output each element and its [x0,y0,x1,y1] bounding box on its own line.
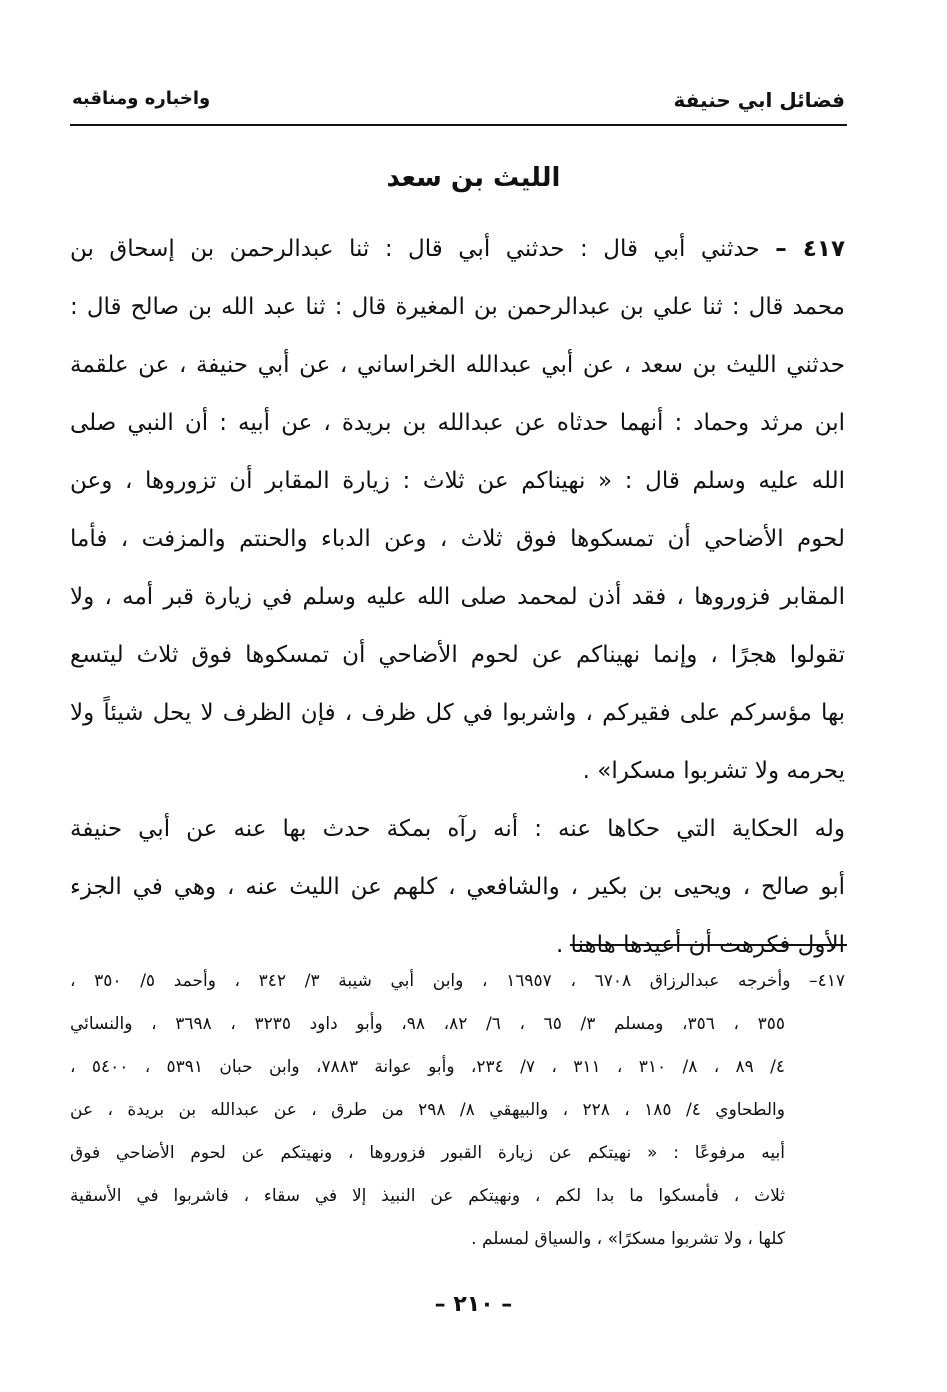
footnote-line: كلها ، ولا تشربوا مسكرًا» ، والسياق لمسلم . [471,1229,785,1249]
text-line: لحوم الأضاحي أن تمسكوها فوق ثلاث ، وعن الدباء والحنتم والمزفت ، فأما [70,526,845,552]
header-subtitle: واخباره ومناقبه [72,88,211,109]
text-line [70,220,845,278]
text-line: وله الحكاية التي حكاها عنه : أنه رآه بمكة حدث بها عنه عن أبي حنيفة [70,816,845,842]
text-line: يحرمه ولا تشربوا مسكرا» . [582,758,845,784]
footnote-text: وأخرجه عبدالرزاق ٦٧٠٨ ، ١٦٩٥٧ ، وابن أبي شيبة ٣/ ٣٤٢ ، وأحمد ٥/ ٣٥٠ ، [70,971,791,991]
hadith-number: ٤١٧ – [775,236,845,262]
footnote-line: أبيه مرفوعًا : « نهيتكم عن زيارة القبور فزوروها ، ونهيتكم عن لحوم الأضاحي فوق [70,1143,785,1163]
text-line: الأول فكرهت أن أعيدها هاهنا . [555,932,845,958]
footnote-line [70,960,845,1003]
text-line: المقابر فزوروها ، فقد أذن لمحمد صلى الله عليه وسلم في زيارة قبر أمه ، ولا [70,584,845,610]
running-header [72,84,845,124]
text-line: أبو صالح ، ويحيى بن بكير ، والشافعي ، كلهم عن الليث عنه ، وهي في الجزء [70,874,845,900]
text-line: الله عليه وسلم قال : « نهيناكم عن ثلاث : زيارة المقابر أن تزوروها ، وعن [70,468,845,494]
footnote-line: ٣٥٥ ، ٣٥٦، ومسلم ٣/ ٦٥ ، ٦/ ٨٢، ٩٨، وأبو داود ٣٢٣٥ ، ٣٦٩٨ ، والنسائي [70,1014,785,1034]
footnote-line: ٤/ ٨٩ ، ٨/ ٣١٠ ، ٣١١ ، ٧/ ٢٣٤، وأبو عوانة ٧٨٨٣، وابن حبان ٥٣٩١ ، ٥٤٠٠ ، [70,1057,785,1077]
footnote-line: والطحاوي ٤/ ١٨٥ ، ٢٢٨ ، والبيهقي ٨/ ٢٩٨ من طرق ، عن عبدالله بن بريدة ، عن [70,1100,785,1120]
header-title: فضائل ابي حنيفة [673,88,845,112]
text-line: ابن مرثد وحماد : أنهما حدثاه عن عبدالله بن بريدة ، عن أبيه : أن النبي صلى [70,410,845,436]
section-title: الليث بن سعد [386,163,561,193]
header-divider [70,124,847,126]
footnote-divider [570,944,847,946]
page-number: – ٢١٠ – [434,1292,513,1317]
main-text [70,220,845,974]
text-line: تقولوا هجرًا ، وإنما نهيناكم عن لحوم الأضاحي أن تمسكوها فوق ثلاث ليتسع [70,642,845,668]
text-line: بها مؤسركم على فقيركم ، واشربوا في كل ظرف ، فإن الظرف لا يحل شيئاً ولا [70,700,845,726]
text-line: حدثني الليث بن سعد ، عن أبي عبدالله الخراساني ، عن أبي حنيفة ، عن علقمة [70,352,845,378]
footnote-number: ٤١٧– [809,971,845,991]
footnotes [70,960,845,1261]
hadith-text: حدثني أبي قال : حدثني أبي قال : ثنا عبدالرحمن بن إسحاق بن [70,236,760,262]
footnote-line: ثلاث ، فأمسكوا ما بدا لكم ، ونهيتكم عن النبيذ إلا في سقاء ، فاشربوا في الأسقية [70,1186,785,1206]
text-line: محمد قال : ثنا علي بن عبدالرحمن بن المغيرة قال : ثنا عبد الله بن صالح قال : [70,294,845,320]
